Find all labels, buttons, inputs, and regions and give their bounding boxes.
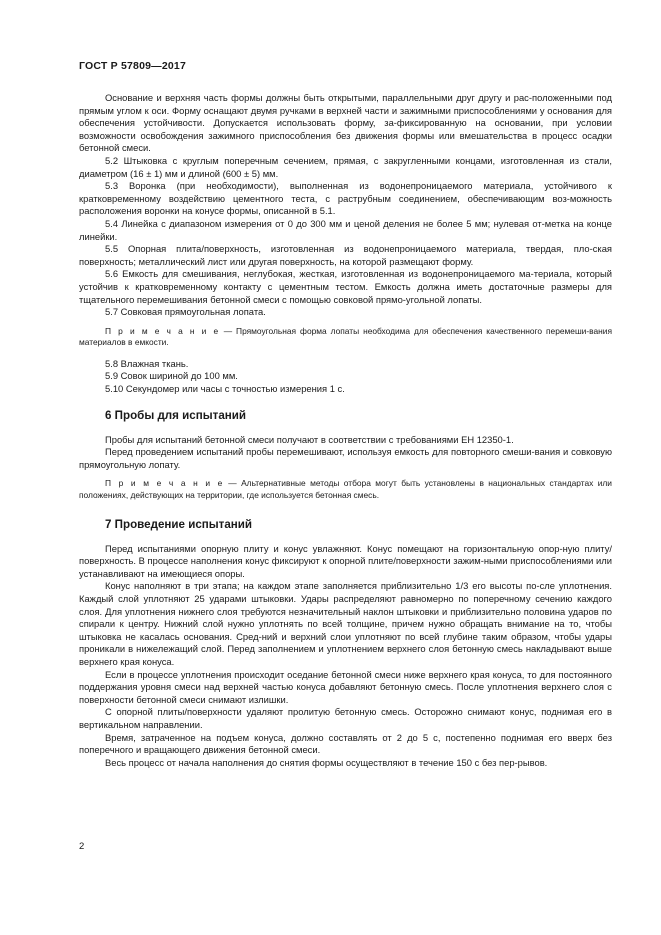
section-7-paragraph-1: Перед испытаниями опорную плиту и конус увлажняют. Конус помещают на горизонтальную опор-ную плиту/поверхность. В процессе наполнения конус фиксируют к опорной плите/поверхности зажим-ными приспособлениями или устанавливают на имеющиеся опоры. — [79, 542, 612, 579]
paragraph-5-2: 5.2 Штыковка с круглым поперечным сечением, прямая, с закругленными концами, изготовленная из стали, диаметром (16 ± 1) мм и длиной (600 ± 5) мм. — [79, 154, 612, 179]
item-5-8: 5.8 Влажная ткань. — [105, 357, 189, 369]
section-6-paragraph-2: Перед проведением испытаний пробы перемешивают, используя емкость для повторного смеши-вания и совковую прямоугольную лопату. — [79, 446, 612, 470]
section-6-paragraph-1: Пробы для испытаний бетонной смеси получают в соответствии с требованиями ЕН 12350-1. — [105, 433, 514, 445]
note-shovel — [79, 326, 612, 349]
paragraph-5-7: 5.7 Совковая прямоугольная лопата. — [105, 306, 266, 318]
section-7-paragraph-5: Время, затраченное на подъем конуса, должно составлять от 2 до 5 с, постепенно поднимая его вверх без поперечного и вращающего движения бетонной смеси. — [79, 731, 612, 756]
section-7-paragraph-4: С опорной плиты/поверхности удаляют пролитую бетонную смесь. Осторожно снимают конус, поднимая его в вертикальном направлении. — [79, 706, 612, 730]
paragraph-5-3: 5.3 Воронка (при необходимости), выполненная из водонепроницаемого материала, устойчивого к кратковременному воздействию цементного теста, с раструбным соединением, обеспечивающим воз-можность расположения воронки на конусе формы, описанной в 5.1. — [79, 180, 612, 217]
item-5-10: 5.10 Секундомер или часы с точностью измерения 1 с. — [105, 383, 345, 395]
note-label: П р и м е ч а н и е — [105, 325, 220, 336]
note-label: П р и м е ч а н и е — [105, 478, 224, 489]
document-header: ГОСТ Р 57809—2017 — [79, 60, 187, 72]
note-text: — Прямоугольная форма лопаты необходима для обеспечения качественного перемеши-вания материалов в емкости. — [79, 325, 612, 348]
item-5-9: 5.9 Совок шириной до 100 мм. — [105, 370, 238, 382]
section-7-paragraph-3: Если в процессе уплотнения происходит оседание бетонной смеси ниже верхнего края конуса, то для постоянного поддержания уровня смеси над верхней частью конуса добавляют бетонную смесь. После уплотнения верхнего слоя с поверхности бетонной смеси снимают излишки. — [79, 668, 612, 705]
paragraph-5-5: 5.5 Опорная плита/поверхность, изготовленная из водонепроницаемого материала, твердая, пло-ская поверхность; металлический лист или другая поверхность, на которой размещают форму. — [79, 243, 612, 267]
section-7-paragraph-6: Весь процесс от начала наполнения до снятия формы осуществляют в течение 150 с без пер-рывов. — [105, 756, 548, 768]
section-6-heading: 6 Пробы для испытаний — [105, 408, 247, 422]
section-7-heading: 7 Проведение испытаний — [105, 517, 253, 531]
page-number: 2 — [79, 841, 85, 852]
document-body — [79, 92, 612, 769]
paragraph-5-4: 5.4 Линейка с диапазоном измерения от 0 до 300 мм и ценой деления не более 5 мм; нулевая от-метка на конце линейки. — [79, 217, 612, 242]
note-sampling — [79, 478, 612, 501]
paragraph-form-description: Основание и верхняя часть формы должны быть открытыми, параллельными друг другу и рас-положенными под прямым углом к оси. Форму оснащают двумя ручками в верхней части и зажимными приспособлениями у основания для обеспечения устойчивости. Допускается использовать форму, за-фиксированную на основании, при условии возможности освобождения зажимного приспособления без движения формы или вмешательства в процесс осадки бетонной смеси. — [79, 92, 612, 154]
paragraph-5-6: 5.6 Емкость для смешивания, неглубокая, жесткая, изготовленная из водонепроницаемого ма-териала, который устойчив к кратковременному контакту с цементным тестом. Емкость должна иметь достаточные размеры для тщательного перемешивания бетонной смеси с помощью совковой прямо-угольной лопаты. — [79, 268, 612, 305]
note-text: — Альтернативные методы отбора могут быть установлены в национальных стандартах или положениях, действующих на территории, где используется бетонная смесь. — [79, 478, 612, 501]
section-7-paragraph-2: Конус наполняют в три этапа; на каждом этапе заполняется приблизительно 1/3 его высоты по-сле уплотнения. Каждый слой уплотняют 25 ударами штыковки. Удары распределяют равномерно по поперечному сечению каждого слоя. Для уплотнения нижнего слоя требуются незначительный наклон штыковки и приблизительно половина ударов по спирали к центру. Нижний слой нужно уплотнять по всей толщине, причем нужно обращать внимание на то, чтобы штыковка не касалась основания. Сред-ний и верхний слои уплотняют по всей глубине таким образом, чтобы удары проникали в нижележащий слой. Перед заполнением и уплотнением верхнего слоя бетонную смесь накладывают выше верхнего края конуса. — [79, 580, 612, 667]
